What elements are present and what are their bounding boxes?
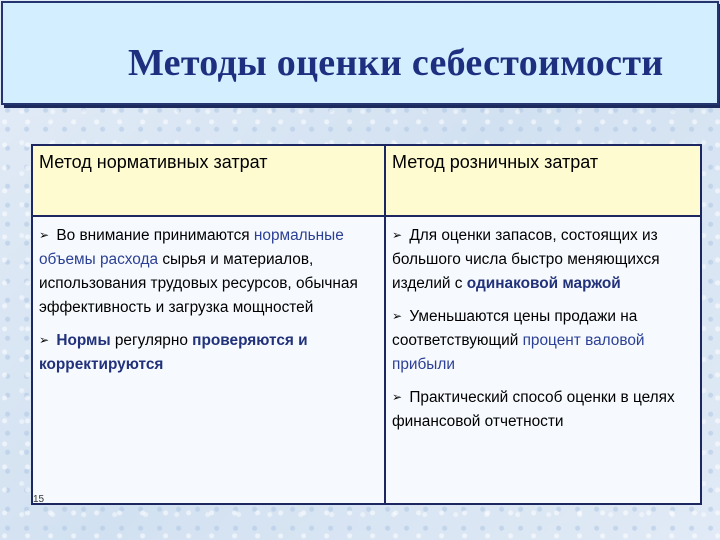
arrow-bullet-icon: ➢	[392, 309, 403, 323]
highlight-text: одинаковой маржой	[466, 275, 621, 292]
highlight-text: проверяются и корректируются	[39, 332, 308, 373]
bullet-item	[392, 385, 696, 434]
bullet-text: Во внимание принимаются	[52, 227, 254, 244]
bullet-item	[392, 304, 696, 377]
bullet-text: Для оценки запасов, состоящих из большого числа быстро меняющихся изделий с	[392, 227, 660, 292]
highlight-text: Нормы	[56, 332, 111, 349]
bullet-text: регулярно	[110, 332, 193, 349]
standard-cost-cell	[32, 216, 385, 504]
page-number: 15	[33, 494, 45, 505]
title-box	[1, 1, 719, 105]
bullet-text: сырья и материалов, использования трудовых ресурсов, обычная эффективность и загрузка мощностей	[39, 251, 358, 316]
bullet-item	[392, 223, 696, 296]
arrow-bullet-icon: ➢	[392, 228, 403, 242]
slide-title: Методы оценки себестоимости	[128, 42, 664, 84]
methods-table	[31, 144, 702, 505]
table-header-row	[32, 145, 701, 216]
header-retail-cost-method: Метод розничных затрат	[385, 145, 701, 216]
arrow-bullet-icon: ➢	[39, 333, 50, 347]
bullet-item	[39, 328, 380, 377]
header-standard-cost-method: Метод нормативных затрат	[32, 145, 385, 216]
table-body-row	[32, 216, 701, 504]
retail-cost-cell	[385, 216, 701, 504]
bullet-text: Практический способ оценки в целях финансовой отчетности	[392, 389, 675, 430]
bullet-text: Уменьшаются цены продажи на соответствующий	[392, 308, 638, 349]
arrow-bullet-icon: ➢	[39, 228, 50, 242]
bullet-item	[39, 223, 380, 320]
highlight-text: процент валовой прибыли	[392, 332, 645, 373]
arrow-bullet-icon: ➢	[392, 390, 403, 404]
highlight-text: нормальные объемы расхода	[39, 227, 344, 268]
